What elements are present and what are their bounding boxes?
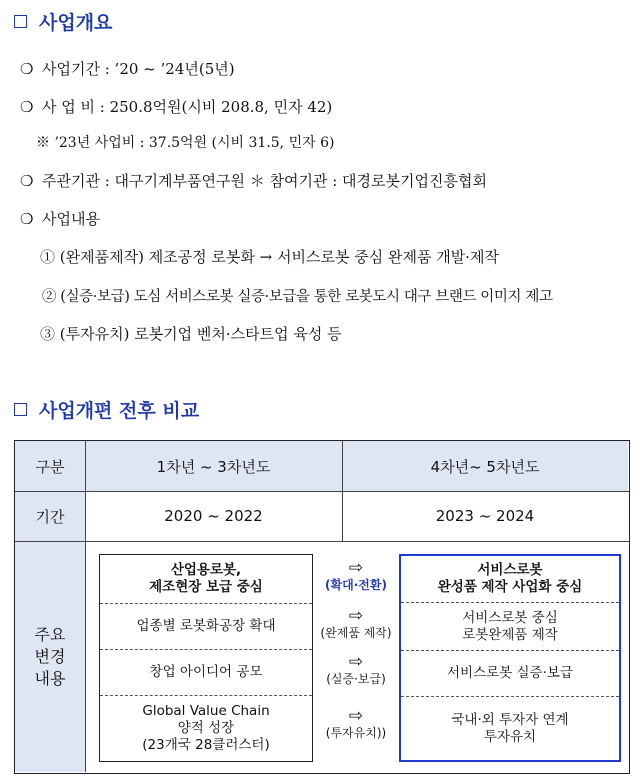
- content-item-1: ① (완제품제작) 제조공정 로봇화 → 서비스로봇 중심 완제품 개발·제작: [40, 248, 499, 266]
- section-title-comparison: [14, 396, 199, 423]
- circle-bullet-icon: ❍: [20, 210, 34, 228]
- after-item: 국내·외 투자자 연계 투자유치: [401, 696, 619, 760]
- circle-bullet-icon: ❍: [20, 60, 34, 78]
- content-label-line: 내용: [34, 668, 66, 688]
- circle-bullet-icon: ❍: [20, 98, 34, 116]
- content-label-line: 변경: [34, 646, 66, 666]
- circle-bullet-icon: ❍: [20, 172, 34, 190]
- comparison-table: [14, 440, 630, 774]
- after-item: 서비스로봇 실증·보급: [401, 650, 619, 696]
- transition-label: (완제품 제작): [320, 626, 392, 640]
- after-item: 서비스로봇 중심 로봇완제품 제작: [401, 602, 619, 650]
- section-title-text: 사업개요: [39, 12, 113, 34]
- overview-budget: ❍ 사 업 비 : 250.8억원(시비 208.8, 민자 42): [20, 98, 333, 116]
- after-item: 서비스로봇 완성품 제작 사업화 중심: [437, 562, 583, 595]
- transition-arrow: [313, 707, 399, 741]
- content-item-2: ② (실증·보급) 도심 서비스로봇 실증·보급을 통한 로봇도시 대구 브랜드 이미지 제고: [42, 289, 553, 305]
- content-label: [15, 541, 85, 772]
- before-box: [99, 554, 313, 762]
- overview-content-label: ❍ 사업내용: [20, 210, 100, 228]
- right-arrow-icon: ⇨: [348, 558, 364, 578]
- period-before: 2020 ~ 2022: [164, 507, 263, 525]
- before-item: 산업용로봇, 제조현장 보급 중심: [149, 562, 263, 595]
- transition-arrow: [313, 559, 399, 593]
- overview-budget-2023: ※ ’23년 사업비 : 37.5억원 (시비 31.5, 민자 6): [36, 135, 335, 151]
- row-divider: [15, 541, 629, 542]
- right-arrow-icon: ⇨: [348, 706, 364, 726]
- right-arrow-icon: ⇨: [348, 652, 364, 672]
- checkbox-square-icon: [14, 15, 27, 28]
- transition-label: (확대·전환): [325, 578, 387, 592]
- section-title-text: 사업개편 전후 비교: [39, 400, 200, 422]
- period-label: 기간: [35, 507, 65, 526]
- content-item-3: ③ (투자유치) 로봇기업 벤처·스타트업 육성 등: [40, 325, 342, 343]
- before-item: 업종별 로봇화공장 확대: [100, 603, 312, 649]
- right-arrow-icon: ⇨: [348, 606, 364, 626]
- content-label-line: 주요: [34, 624, 66, 644]
- after-box: [399, 554, 621, 762]
- before-item: Global Value Chain 양적 성장 (23개국 28클러스터): [100, 695, 312, 761]
- period-after: 2023 ~ 2024: [435, 507, 535, 525]
- header-label: 구분: [35, 457, 65, 476]
- checkbox-square-icon: [14, 403, 27, 416]
- transition-label: (실증·보급): [326, 672, 386, 686]
- overview-agency: ❍ 주관기관 : 대구기계부품연구원 ＊ 참여기관 : 대경로봇기업진흥협회: [20, 172, 487, 190]
- transition-label: (투자유치)): [325, 726, 387, 740]
- before-item: 창업 아이디어 공모: [100, 649, 312, 695]
- transition-arrow: [313, 607, 399, 641]
- header-before: 1차년 ~ 3차년도: [156, 457, 271, 476]
- transition-arrow: [313, 653, 399, 687]
- section-title-overview: [14, 8, 112, 35]
- overview-period: ❍ 사업기간 : ’20 ~ ’24년(5년): [20, 60, 235, 78]
- header-after: 4차년~ 5차년도: [430, 457, 540, 476]
